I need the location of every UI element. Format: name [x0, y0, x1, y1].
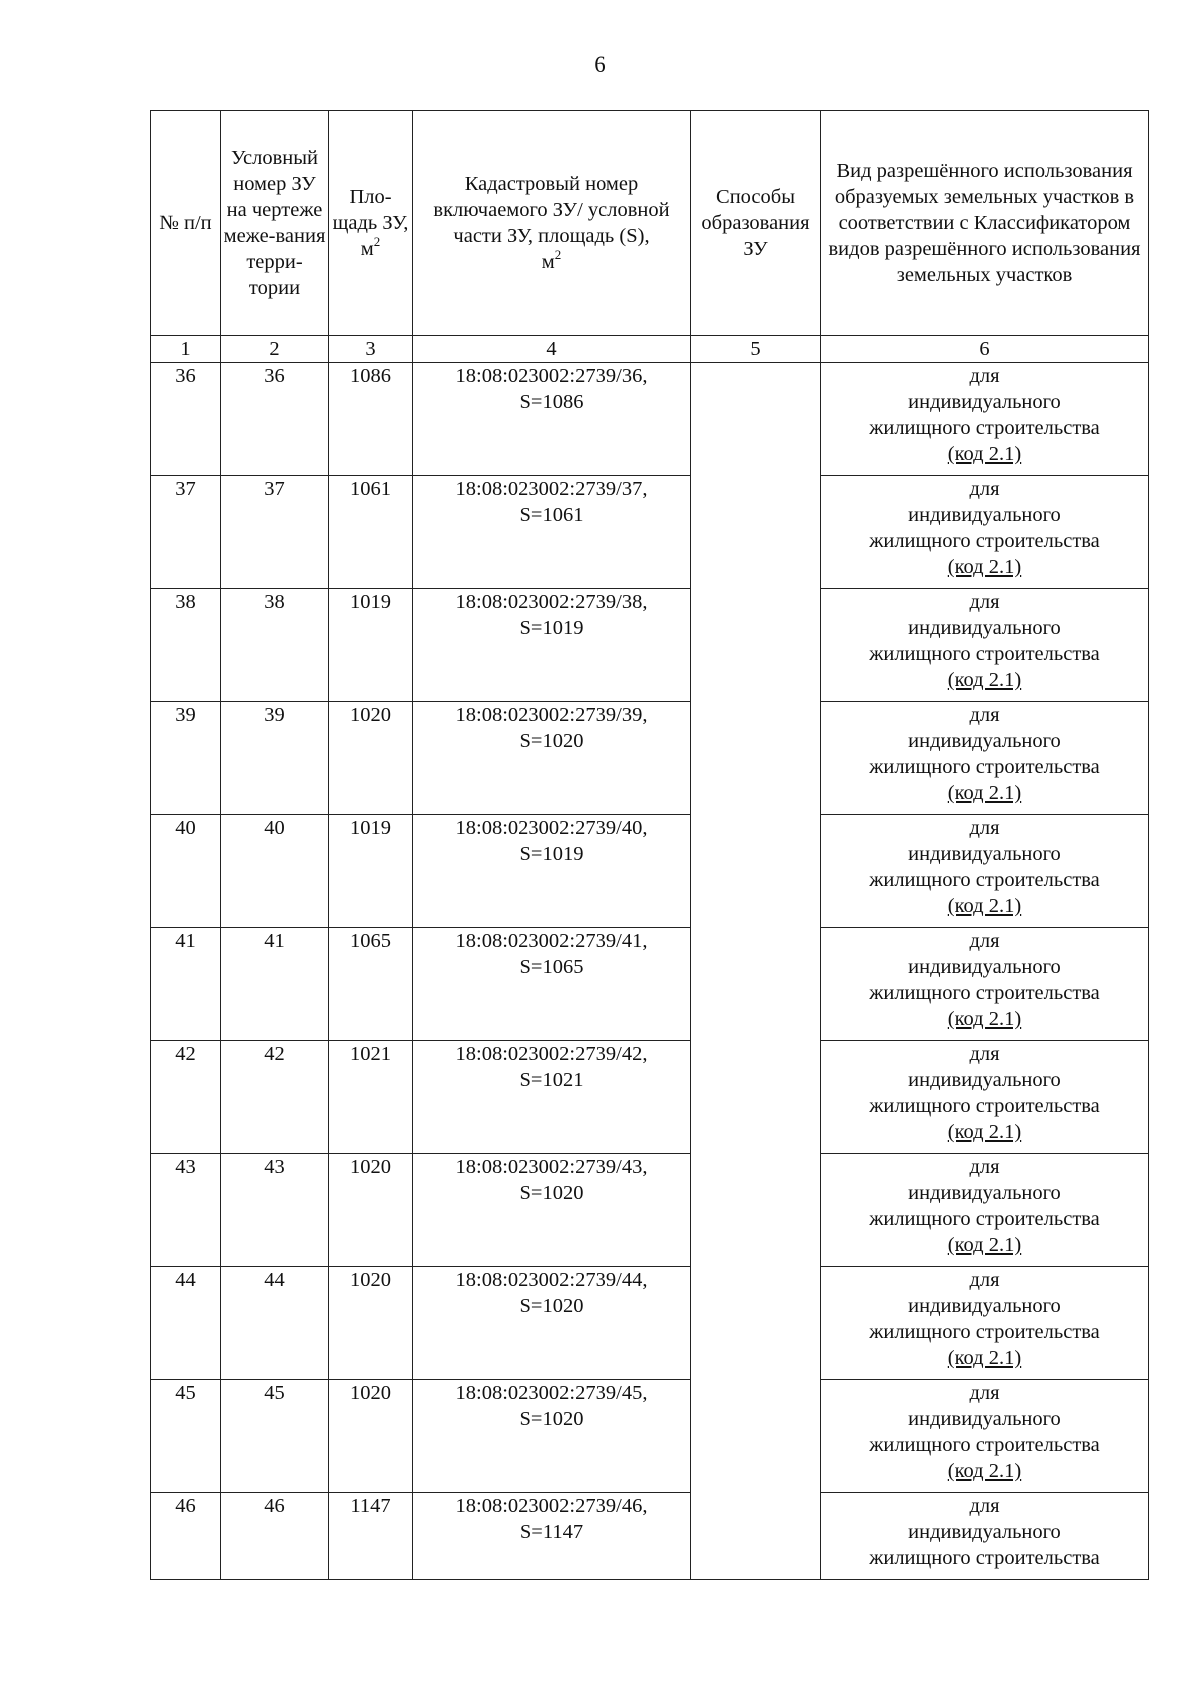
- cadastral-number: 18:08:023002:2739/37, S=1061: [413, 476, 691, 589]
- header-row: [151, 111, 1149, 336]
- permitted-use: для индивидуального жилищного строительства (код 2.1): [821, 928, 1149, 1041]
- table-row: [151, 928, 1149, 1041]
- column-numbers-row: [151, 336, 1149, 363]
- area-value: 1061: [329, 476, 413, 589]
- area-value: 1020: [329, 1154, 413, 1267]
- row-number: 43: [151, 1154, 221, 1267]
- land-plots-table: [150, 110, 1149, 1580]
- cadastral-number: 18:08:023002:2739/44, S=1020: [413, 1267, 691, 1380]
- row-number: 45: [151, 1380, 221, 1493]
- area-value: 1147: [329, 1493, 413, 1580]
- conditional-number: 44: [221, 1267, 329, 1380]
- permitted-use: для индивидуального жилищного строительства (код 2.1): [821, 589, 1149, 702]
- row-number: 41: [151, 928, 221, 1041]
- conditional-number: 45: [221, 1380, 329, 1493]
- table-row: [151, 589, 1149, 702]
- row-number: 38: [151, 589, 221, 702]
- table-row: [151, 1493, 1149, 1580]
- area-value: 1065: [329, 928, 413, 1041]
- row-number: 37: [151, 476, 221, 589]
- area-value: 1021: [329, 1041, 413, 1154]
- cadastral-number: 18:08:023002:2739/46, S=1147: [413, 1493, 691, 1580]
- header-permitted-use: Вид разрешённого использования образуемых земельных участков в соответствии с Классификатором видов разрешённого использования земельных участков: [821, 111, 1149, 336]
- cadastral-number: 18:08:023002:2739/38, S=1019: [413, 589, 691, 702]
- page-number: 6: [594, 52, 606, 77]
- header-cadastral-number: Кадастровый номер включаемого ЗУ/ условной части ЗУ, площадь (S), $м^2$: [413, 111, 691, 336]
- conditional-number: 37: [221, 476, 329, 589]
- permitted-use: для индивидуального жилищного строительства (код 2.1): [821, 1267, 1149, 1380]
- cadastral-number: 18:08:023002:2739/43, S=1020: [413, 1154, 691, 1267]
- conditional-number: 36: [221, 363, 329, 476]
- table-body: [151, 336, 1149, 1580]
- table-row: [151, 363, 1149, 476]
- conditional-number: 38: [221, 589, 329, 702]
- conditional-number: 39: [221, 702, 329, 815]
- cadastral-number: 18:08:023002:2739/40, S=1019: [413, 815, 691, 928]
- conditional-number: 43: [221, 1154, 329, 1267]
- table-row: [151, 1041, 1149, 1154]
- row-number: 36: [151, 363, 221, 476]
- area-value: 1020: [329, 1267, 413, 1380]
- area-value: 1019: [329, 815, 413, 928]
- cadastral-number: 18:08:023002:2739/45, S=1020: [413, 1380, 691, 1493]
- conditional-number: 40: [221, 815, 329, 928]
- conditional-number: 41: [221, 928, 329, 1041]
- area-value: 1020: [329, 1380, 413, 1493]
- formation-method-cell: [691, 363, 821, 1580]
- header-conditional-number: Условный номер ЗУ на чертеже меже-вания терри-тории: [221, 111, 329, 336]
- table-row: [151, 1154, 1149, 1267]
- row-number: 39: [151, 702, 221, 815]
- header-formation-method: Способы образования ЗУ: [691, 111, 821, 336]
- permitted-use: для индивидуального жилищного строительства: [821, 1493, 1149, 1580]
- conditional-number: 46: [221, 1493, 329, 1580]
- column-number: 6: [821, 336, 1149, 363]
- permitted-use: для индивидуального жилищного строительства (код 2.1): [821, 1380, 1149, 1493]
- table-row: [151, 1380, 1149, 1493]
- permitted-use: для индивидуального жилищного строительства (код 2.1): [821, 1041, 1149, 1154]
- row-number: 44: [151, 1267, 221, 1380]
- cadastral-number: 18:08:023002:2739/39, S=1020: [413, 702, 691, 815]
- cadastral-number: 18:08:023002:2739/42, S=1021: [413, 1041, 691, 1154]
- area-value: 1086: [329, 363, 413, 476]
- area-value: 1020: [329, 702, 413, 815]
- cadastral-number: 18:08:023002:2739/41, S=1065: [413, 928, 691, 1041]
- table-row: [151, 815, 1149, 928]
- conditional-number: 42: [221, 1041, 329, 1154]
- column-number: 1: [151, 336, 221, 363]
- column-number: 5: [691, 336, 821, 363]
- permitted-use: для индивидуального жилищного строительства (код 2.1): [821, 1154, 1149, 1267]
- header-area: Пло-щадь ЗУ, $м^2$: [329, 111, 413, 336]
- table-row: [151, 1267, 1149, 1380]
- area-value: 1019: [329, 589, 413, 702]
- table-row: [151, 476, 1149, 589]
- table-row: [151, 702, 1149, 815]
- row-number: 42: [151, 1041, 221, 1154]
- cadastral-number: 18:08:023002:2739/36, S=1086: [413, 363, 691, 476]
- column-number: 4: [413, 336, 691, 363]
- permitted-use: для индивидуального жилищного строительства (код 2.1): [821, 363, 1149, 476]
- header-row-number: № п/п: [151, 111, 221, 336]
- row-number: 40: [151, 815, 221, 928]
- row-number: 46: [151, 1493, 221, 1580]
- permitted-use: для индивидуального жилищного строительства (код 2.1): [821, 702, 1149, 815]
- column-number: 3: [329, 336, 413, 363]
- column-number: 2: [221, 336, 329, 363]
- permitted-use: для индивидуального жилищного строительства (код 2.1): [821, 815, 1149, 928]
- permitted-use: для индивидуального жилищного строительства (код 2.1): [821, 476, 1149, 589]
